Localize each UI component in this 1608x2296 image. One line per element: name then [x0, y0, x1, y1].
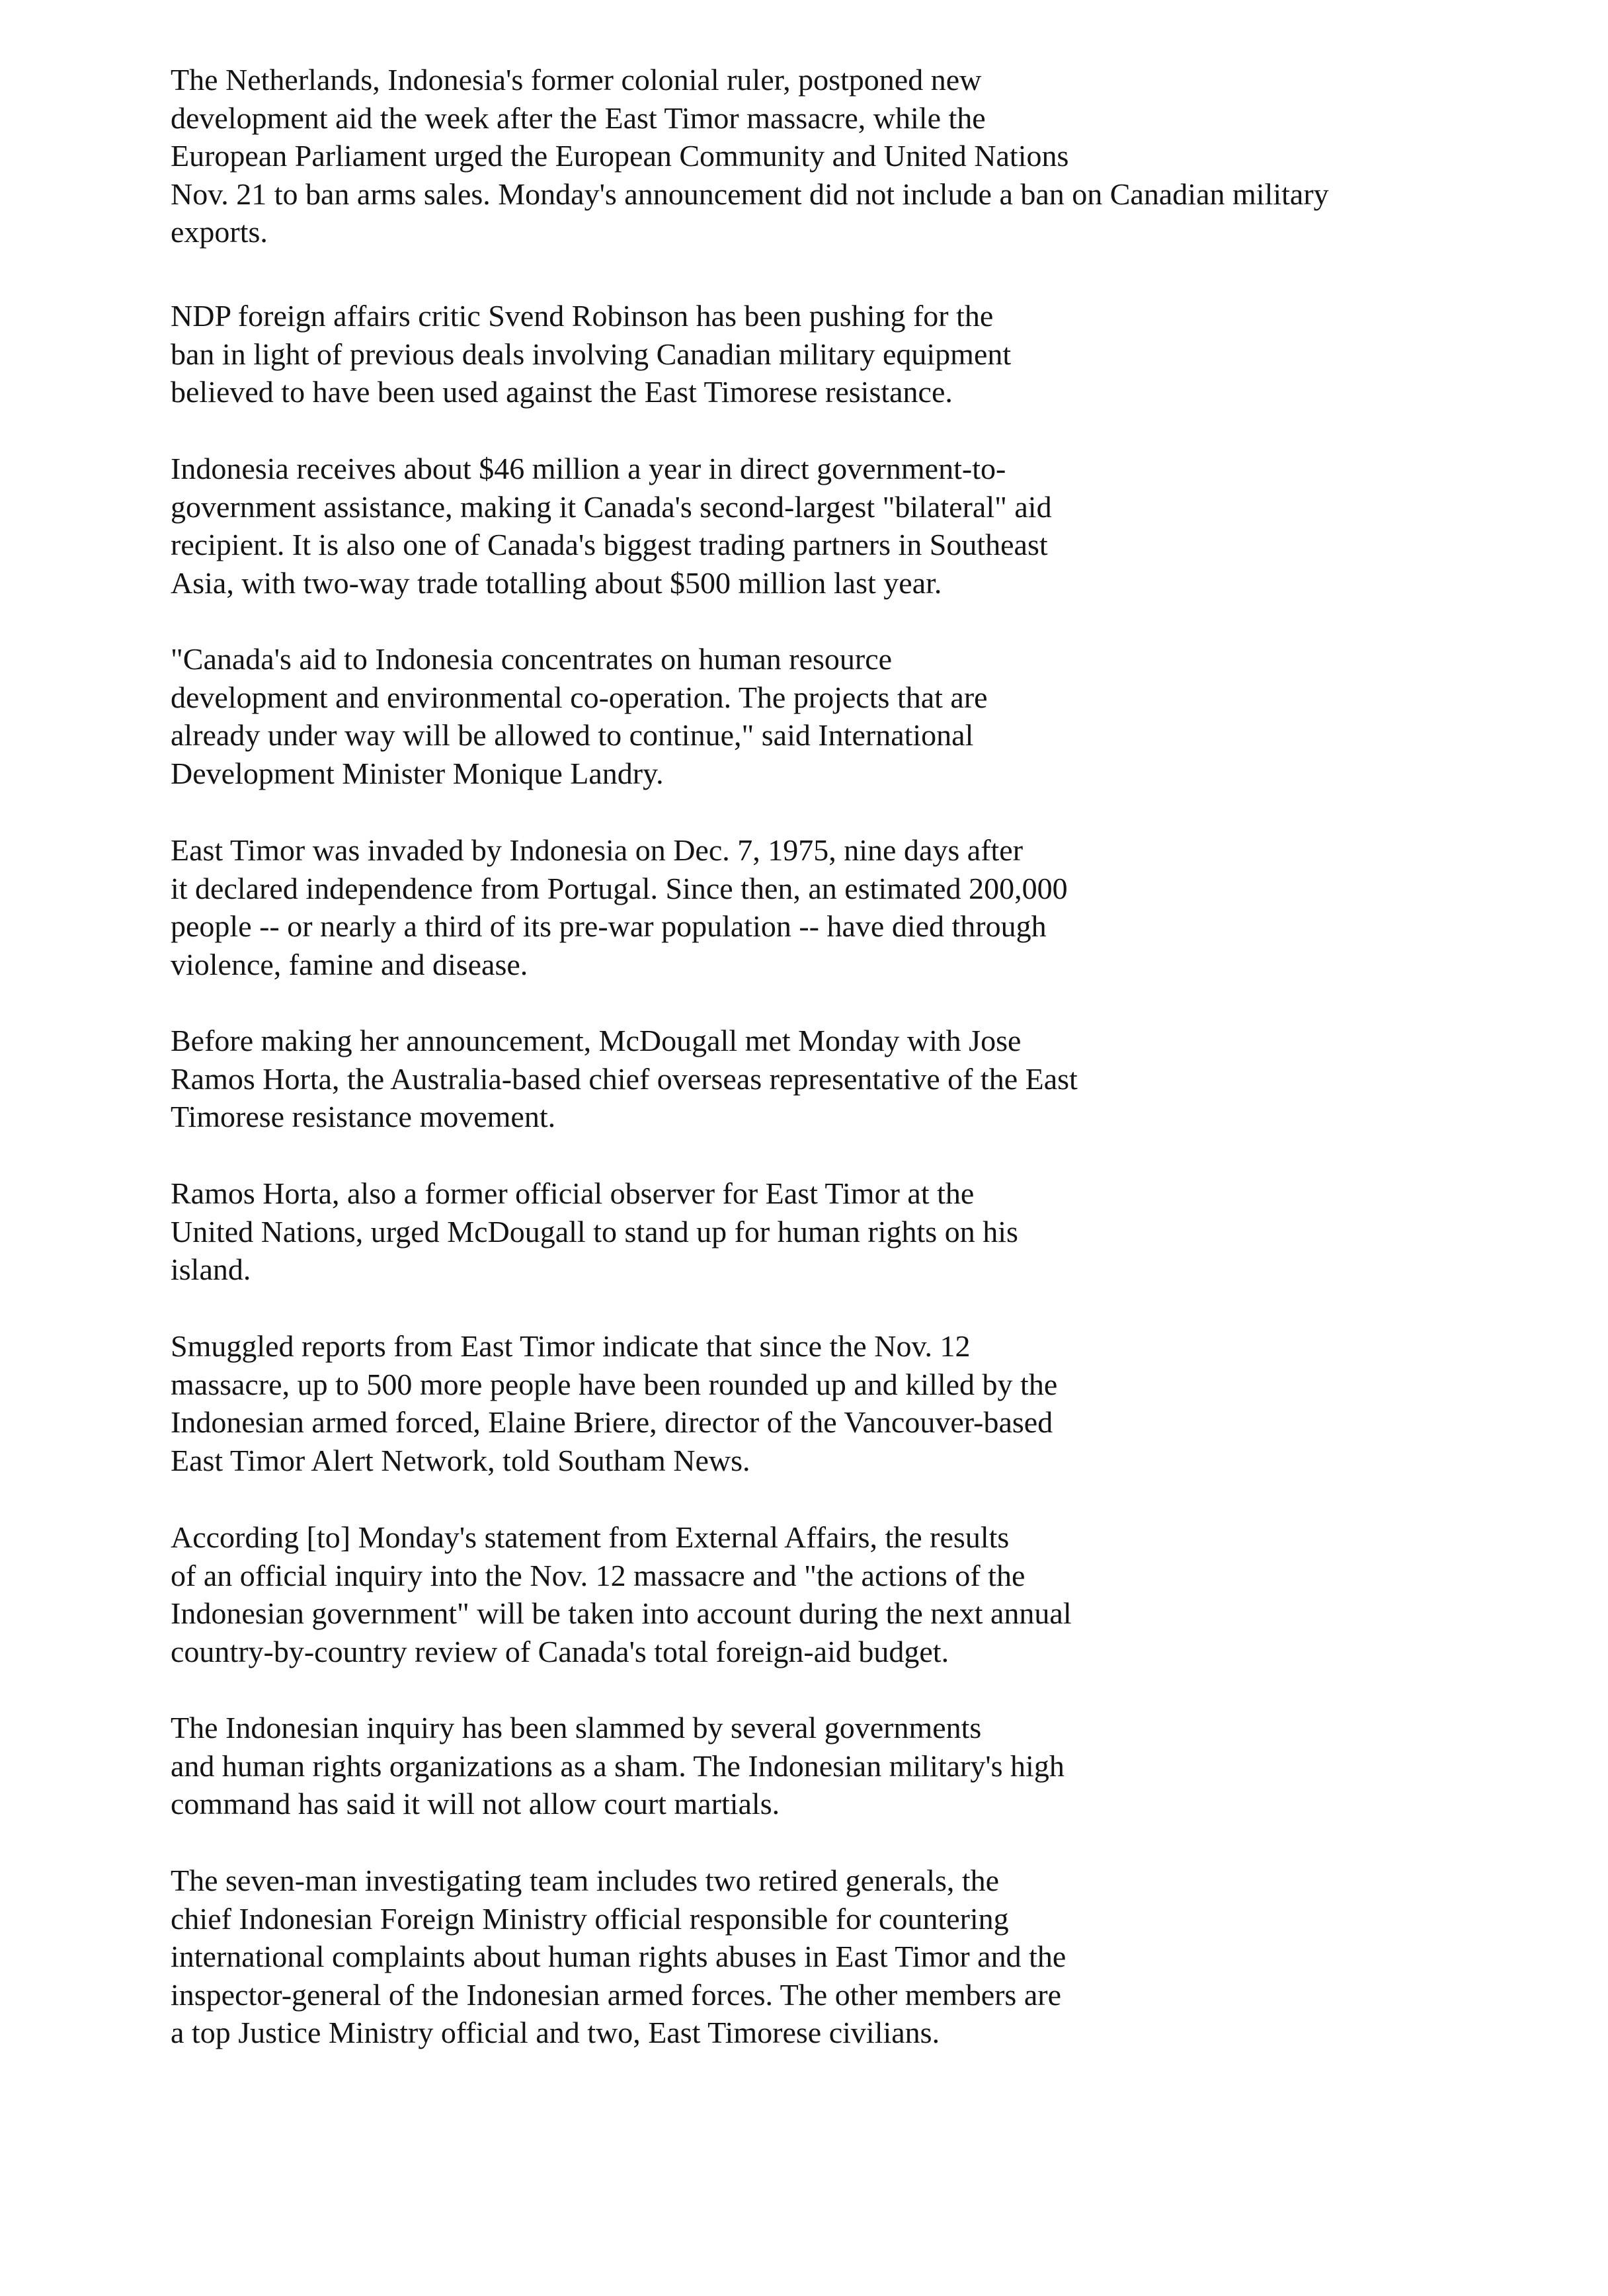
text-line: it declared independence from Portugal. Since then, an estimated 200,000 [171, 871, 1068, 905]
text-line: Nov. 21 to ban arms sales. Monday's announcement did not include a ban on Canadian military [171, 177, 1329, 211]
text-line: already under way will be allowed to continue," said International [171, 718, 974, 753]
paragraph-landry-quote [171, 640, 988, 792]
text-line: exports. [171, 215, 268, 249]
text-line: command has said it will not allow court martials. [171, 1787, 780, 1821]
paragraph-ramos-horta [171, 1174, 1018, 1289]
paragraph-invasion-history [171, 831, 1068, 983]
text-line: East Timor Alert Network, told Southam News. [171, 1443, 750, 1477]
paragraph-ndp-critic [171, 297, 1011, 411]
text-line: government assistance, making it Canada's second-largest "bilateral" aid [171, 489, 1052, 524]
text-line: "Canada's aid to Indonesia concentrates on human resource [171, 642, 893, 676]
text-line: Indonesian government" will be taken into account during the next annual [171, 1596, 1072, 1631]
paragraph-inquiry-criticism [171, 1709, 1065, 1823]
text-line: ban in light of previous deals involving Canadian military equipment [171, 337, 1012, 371]
text-line: violence, famine and disease. [171, 947, 528, 981]
text-line: people -- or nearly a third of its pre-war population -- have died through [171, 909, 1047, 944]
text-line: Asia, with two-way trade totalling about $500 million last year. [171, 565, 942, 600]
text-line: Ramos Horta, the Australia-based chief overseas representative of the East [171, 1061, 1078, 1096]
text-line: development and environmental co-operation. The projects that are [171, 680, 988, 714]
paragraph-netherlands-aid [171, 61, 1329, 251]
text-line: According [to] Monday's statement from External Affairs, the results [171, 1520, 1010, 1554]
text-line: country-by-country review of Canada's total foreign-aid budget. [171, 1634, 949, 1668]
text-line: inspector-general of the Indonesian armed forces. The other members are [171, 1977, 1061, 2012]
paragraph-indonesia-assistance [171, 450, 1052, 602]
paragraph-smuggled-reports [171, 1327, 1057, 1479]
text-line: massacre, up to 500 more people have been rounded up and killed by the [171, 1367, 1058, 1401]
text-line: NDP foreign affairs critic Svend Robinson has been pushing for the [171, 299, 994, 333]
text-line: Indonesia receives about $46 million a year in direct government-to- [171, 452, 1006, 485]
text-line: Indonesian armed forced, Elaine Briere, director of the Vancouver-based [171, 1405, 1053, 1440]
paragraph-mcdougall-meeting [171, 1022, 1078, 1136]
text-line: Ramos Horta, also a former official observer for East Timor at the [171, 1176, 975, 1210]
text-line: Timorese resistance movement. [171, 1100, 556, 1134]
text-line: The Netherlands, Indonesia's former colonial ruler, postponed new [171, 63, 982, 97]
text-line: recipient. It is also one of Canada's biggest trading partners in Southeast [171, 528, 1048, 562]
paragraph-investigating-team [171, 1862, 1066, 2052]
text-line: The Indonesian inquiry has been slammed by several governments [171, 1711, 982, 1744]
text-line: international complaints about human rights abuses in East Timor and the [171, 1940, 1066, 1974]
text-line: development aid the week after the East Timor massacre, while the [171, 101, 986, 135]
text-line: Smuggled reports from East Timor indicate that since the Nov. 12 [171, 1329, 971, 1363]
text-line: a top Justice Ministry official and two, East Timorese civilians. [171, 2016, 940, 2050]
text-line: Development Minister Monique Landry. [171, 756, 664, 790]
paragraph-external-affairs [171, 1518, 1072, 1670]
text-line: United Nations, urged McDougall to stand up for human rights on his [171, 1214, 1018, 1249]
text-line: Before making her announcement, McDougall met Monday with Jose [171, 1024, 1022, 1057]
text-line: island. [171, 1252, 251, 1287]
text-line: and human rights organizations as a sham. The Indonesian military's high [171, 1748, 1065, 1783]
text-line: European Parliament urged the European Community and United Nations [171, 139, 1069, 173]
text-line: East Timor was invaded by Indonesia on Dec. 7, 1975, nine days after [171, 833, 1024, 867]
text-line: The seven-man investigating team includes two retired generals, the [171, 1864, 1000, 1897]
text-line: believed to have been used against the East Timorese resistance. [171, 375, 953, 409]
text-line: of an official inquiry into the Nov. 12 massacre and "the actions of the [171, 1558, 1025, 1592]
text-line: chief Indonesian Foreign Ministry official responsible for countering [171, 1901, 1009, 1936]
